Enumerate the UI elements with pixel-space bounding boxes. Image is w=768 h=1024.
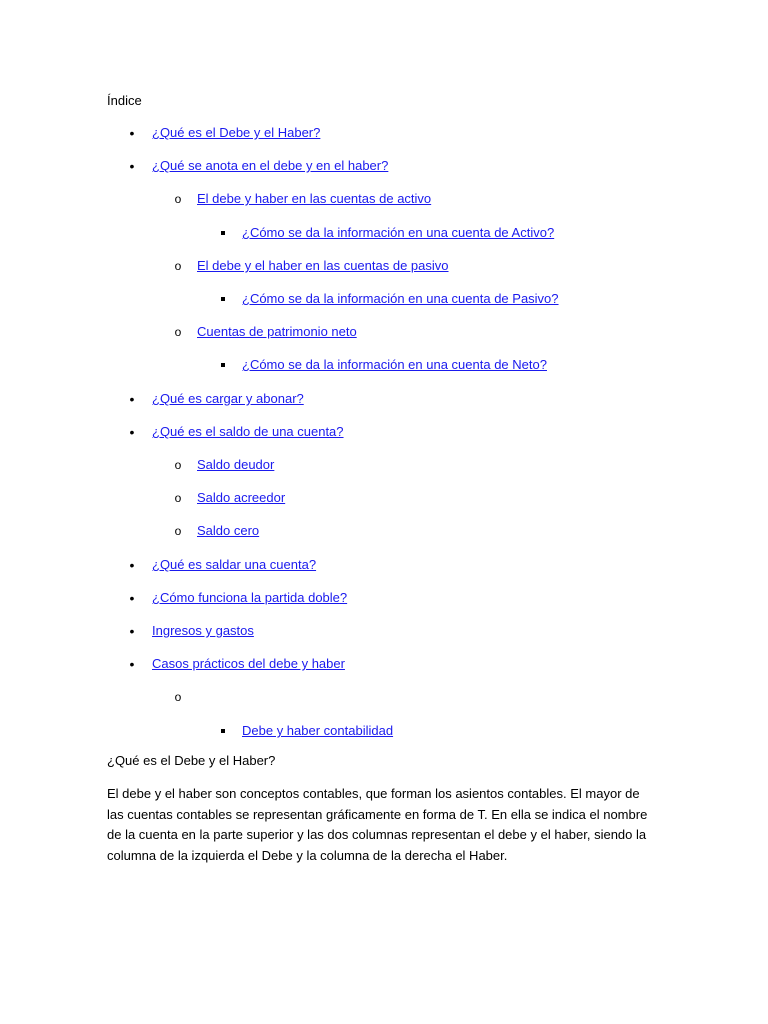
toc-link[interactable]: Ingresos y gastos — [152, 623, 254, 638]
toc-item — [0, 257, 768, 275]
toc-item — [0, 556, 768, 574]
toc-link[interactable]: Debe y haber contabilidad — [242, 723, 394, 738]
toc-item — [0, 489, 768, 507]
toc-link[interactable]: Saldo deudor — [197, 457, 275, 472]
circle-bullet-icon — [173, 257, 183, 275]
index-heading: Índice — [107, 93, 142, 108]
toc-link[interactable]: Saldo cero — [197, 523, 260, 538]
bullet-icon — [127, 655, 137, 674]
toc-item — [0, 423, 768, 441]
toc-item — [0, 589, 768, 607]
toc-item — [0, 356, 768, 374]
circle-bullet-icon — [173, 190, 183, 208]
circle-bullet-icon — [173, 323, 183, 341]
bullet-icon — [127, 622, 137, 641]
toc-link[interactable]: ¿Qué es el Debe y el Haber? — [152, 125, 321, 140]
toc-item — [0, 224, 768, 242]
toc-link[interactable]: ¿Cómo se da la información en una cuenta de Activo? — [242, 225, 555, 240]
toc-item — [0, 722, 768, 740]
toc-link[interactable]: ¿Cómo funciona la partida doble? — [152, 590, 348, 605]
toc-item — [0, 190, 768, 208]
bullet-icon — [127, 390, 137, 409]
bullet-icon — [127, 423, 137, 442]
toc-link[interactable]: ¿Qué es cargar y abonar? — [152, 391, 304, 406]
circle-bullet-icon — [173, 522, 183, 540]
toc-link[interactable]: ¿Cómo se da la información en una cuenta de Neto? — [242, 357, 547, 372]
toc-link[interactable]: Saldo acreedor — [197, 490, 286, 505]
toc-link[interactable]: ¿Qué es el saldo de una cuenta? — [152, 424, 344, 439]
toc-item — [0, 688, 768, 706]
toc-item — [0, 622, 768, 640]
square-bullet-icon — [218, 224, 228, 242]
toc-item — [0, 290, 768, 308]
toc-link[interactable]: ¿Qué se anota en el debe y en el haber? — [152, 158, 389, 173]
bullet-icon — [127, 157, 137, 176]
toc-item — [0, 522, 768, 540]
section-title: ¿Qué es el Debe y el Haber? — [107, 753, 276, 768]
toc-item — [0, 456, 768, 474]
circle-bullet-icon — [173, 489, 183, 507]
toc-link[interactable]: ¿Cómo se da la información en una cuenta de Pasivo? — [242, 291, 559, 306]
toc-link[interactable]: El debe y el haber en las cuentas de pasivo — [197, 258, 449, 273]
toc-item — [0, 390, 768, 408]
square-bullet-icon — [218, 290, 228, 308]
body-paragraph: El debe y el haber son conceptos contables, que forman los asientos contables. El mayor de las cuentas contables se representan gráficamente en forma de T. En ella se indica el nombre de la cuenta en la parte superior y las dos columnas representan el debe y el haber, siendo la columna de la izquierda el Debe y la columna de la derecha el Haber. — [107, 786, 648, 863]
toc-item — [0, 655, 768, 673]
bullet-icon — [127, 589, 137, 608]
toc-link[interactable]: El debe y haber en las cuentas de activo — [197, 191, 432, 206]
bullet-icon — [127, 556, 137, 575]
toc-link[interactable]: ¿Qué es saldar una cuenta? — [152, 557, 317, 572]
toc-item — [0, 323, 768, 341]
toc-link[interactable]: Cuentas de patrimonio neto — [197, 324, 357, 339]
square-bullet-icon — [218, 722, 228, 740]
square-bullet-icon — [218, 356, 228, 374]
toc-link[interactable]: Casos prácticos del debe y haber — [152, 656, 345, 671]
bullet-icon — [127, 124, 137, 143]
circle-bullet-icon — [173, 688, 183, 706]
toc-item — [0, 124, 768, 142]
circle-bullet-icon — [173, 456, 183, 474]
toc-item — [0, 157, 768, 175]
